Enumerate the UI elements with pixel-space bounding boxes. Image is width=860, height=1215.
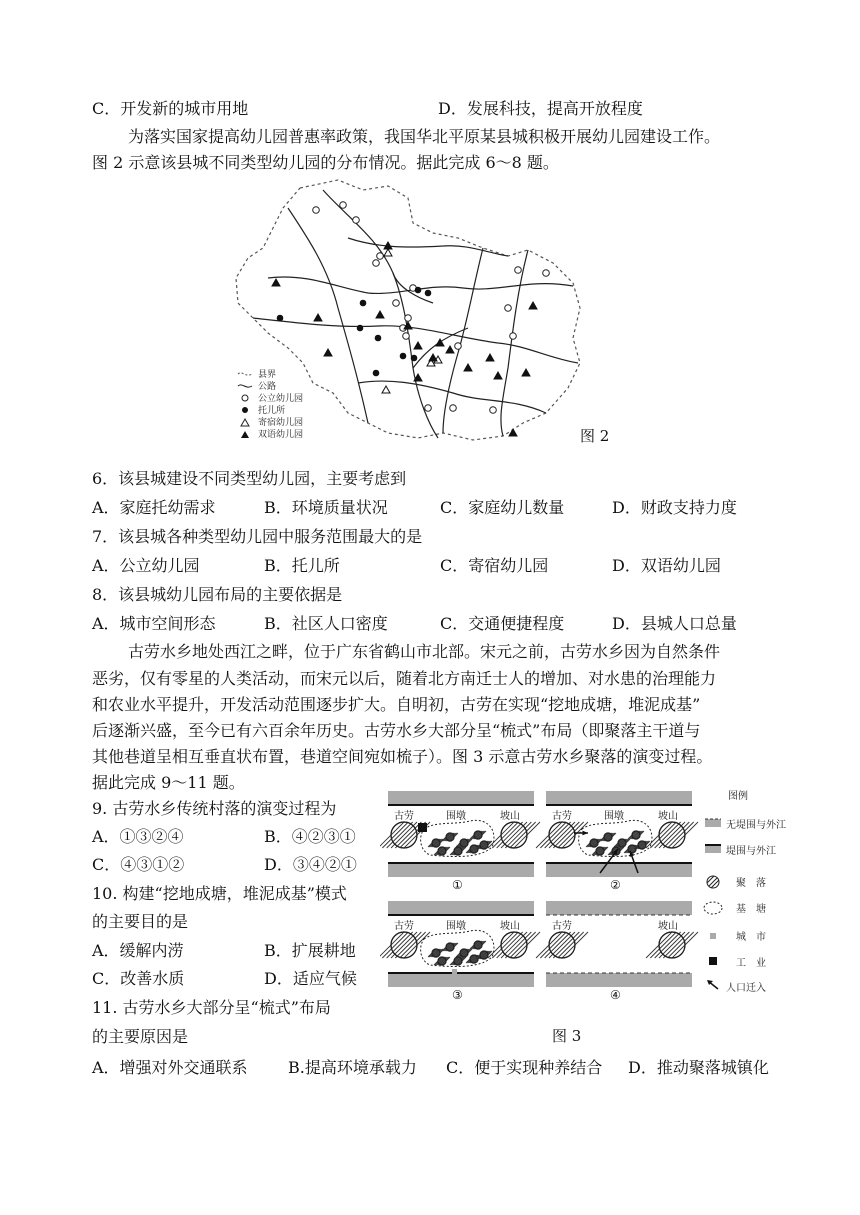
settlement-gulao xyxy=(536,822,588,848)
small-settlement xyxy=(476,951,492,959)
label-weiken: 围墩 xyxy=(604,811,624,822)
figure-3-panel-3 xyxy=(380,901,540,1002)
q6-option-b: B．环境质量状况 xyxy=(264,498,388,517)
small-settlement xyxy=(456,949,472,957)
public-kindergarten-marker xyxy=(373,260,380,267)
label-poshan: 坡山 xyxy=(500,811,520,822)
bilingual-kindergarten-marker xyxy=(314,314,322,321)
figure-3-legend xyxy=(704,789,786,994)
q10-option-b: B．扩展耕地 xyxy=(264,941,356,960)
label-weiken: 围墩 xyxy=(446,921,466,932)
panel-number: ② xyxy=(610,878,621,892)
public-kindergarten-marker xyxy=(543,270,550,277)
svg-text:聚 落: 聚 落 xyxy=(736,878,766,889)
option-c-prev: C．开发新的城市用地 xyxy=(92,99,249,118)
small-settlement xyxy=(450,847,466,855)
q6-stem: 6．该县城建设不同类型幼儿园，主要考虑到 xyxy=(92,469,407,488)
figure-3-caption: 图 3 xyxy=(552,1027,582,1045)
small-settlement xyxy=(456,839,472,847)
settlement-gulao xyxy=(536,932,588,958)
q8-option-c: C．交通便捷程度 xyxy=(440,614,565,633)
bilingual-kindergarten-marker xyxy=(446,346,454,353)
settlement-poshan xyxy=(646,822,698,848)
small-settlement xyxy=(470,941,486,949)
small-settlement xyxy=(634,841,650,849)
figure-3-panel-4 xyxy=(536,901,698,1002)
q7-stem: 7．该县城各种类型幼儿园中服务范围最大的是 xyxy=(92,527,423,546)
q8-stem: 8．该县城幼儿园布局的主要依据是 xyxy=(92,585,343,604)
boarding-kindergarten-marker xyxy=(382,386,390,393)
bilingual-kindergarten-marker xyxy=(486,354,494,361)
figure-3-panel-1 xyxy=(380,791,540,892)
label-poshan: 坡山 xyxy=(658,921,678,932)
label-gulao: 古劳 xyxy=(552,811,572,822)
panel-number: ③ xyxy=(452,988,463,1002)
bilingual-kindergarten-marker xyxy=(414,342,422,349)
q10-stem-line2: 的主要目的是 xyxy=(92,912,189,931)
settlement-poshan xyxy=(488,822,540,848)
small-settlement xyxy=(434,957,450,965)
kindergarten-symbols xyxy=(272,202,549,436)
svg-text:县界: 县界 xyxy=(258,370,277,380)
q7-option-c: C．寄宿幼儿园 xyxy=(440,556,549,575)
public-kindergarten-marker xyxy=(450,405,457,412)
intro2-line5: 其他巷道呈相互垂直状布置，巷道空间宛如梳子）。图 3 示意古劳水乡聚落的演变过程。 xyxy=(92,747,713,766)
nursery-marker xyxy=(425,290,432,297)
bilingual-kindergarten-marker xyxy=(529,302,537,309)
label-poshan: 坡山 xyxy=(658,811,678,822)
bilingual-kindergarten-marker xyxy=(429,354,437,361)
intro2-line2: 恶劣，仅有零星的人类活动，而宋元以后，随着北方南迁士人的增加、对水患的治理能力 xyxy=(92,669,717,688)
nursery-marker xyxy=(277,315,284,322)
small-settlement xyxy=(450,957,466,965)
intro2-line4: 后逐渐兴盛，至今已有六百余年历史。古劳水乡大部分呈“梳式”布局（即聚落主干道与 xyxy=(92,721,701,740)
small-settlement xyxy=(600,833,616,841)
panel-number: ① xyxy=(452,878,463,892)
q9-option-c: C．④③①② xyxy=(92,855,185,874)
settlement-poshan xyxy=(646,932,698,958)
intro1-line1: 为落实国家提高幼儿园普惠率政策，我国华北平原某县城积极开展幼儿园建设工作。 xyxy=(128,127,721,146)
label-gulao: 古劳 xyxy=(394,811,414,822)
q10-option-a: A．缓解内涝 xyxy=(92,941,184,960)
public-kindergarten-marker xyxy=(405,315,412,322)
small-settlement xyxy=(428,839,444,847)
q7-option-d: D．双语幼儿园 xyxy=(612,556,721,575)
svg-text:城 市: 城 市 xyxy=(736,932,766,943)
boarding-kindergarten-marker xyxy=(384,249,392,256)
bilingual-kindergarten-marker xyxy=(464,364,472,371)
small-settlement xyxy=(586,839,602,847)
intro2-line3: 和农业水平提升，开发活动范围逐步扩大。自明初，古劳在实现“挖地成塘，堆泥成基” xyxy=(92,695,701,714)
nursery-marker xyxy=(373,370,380,377)
nursery-marker xyxy=(375,335,382,342)
public-kindergarten-marker xyxy=(425,405,432,412)
q10-option-d: D．适应气候 xyxy=(264,969,357,988)
small-settlement xyxy=(592,847,608,855)
q9-option-d: D．③④②① xyxy=(264,855,357,874)
q8-option-b: B．社区人口密度 xyxy=(264,614,388,633)
q11-option-b: B.提高环境承载力 xyxy=(288,1058,417,1077)
industry-marker xyxy=(418,823,427,832)
q6-option-a: A．家庭托幼需求 xyxy=(92,498,216,517)
settlement-gulao xyxy=(380,932,430,958)
small-settlement xyxy=(428,949,444,957)
label-gulao: 古劳 xyxy=(552,921,572,932)
q11-option-a: A．增强对外交通联系 xyxy=(92,1058,248,1077)
q11-option-c: C．便于实现种养结合 xyxy=(446,1058,603,1077)
q9-option-b: B．④②③① xyxy=(264,827,356,846)
label-weiken: 围墩 xyxy=(446,811,466,822)
small-settlement xyxy=(628,831,644,839)
svg-text:公路: 公路 xyxy=(258,382,277,392)
bilingual-kindergarten-marker xyxy=(376,311,384,318)
bilingual-kindergarten-marker xyxy=(494,372,502,379)
public-kindergarten-marker xyxy=(313,207,320,214)
q7-option-b: B．托儿所 xyxy=(264,556,340,575)
q7-option-a: A．公立幼儿园 xyxy=(92,556,200,575)
bilingual-kindergarten-marker xyxy=(324,349,332,356)
svg-text:寄宿幼儿园: 寄宿幼儿园 xyxy=(258,418,304,428)
small-settlement xyxy=(442,833,458,841)
figure-3-diagram xyxy=(380,785,800,1020)
svg-text:基 塘: 基 塘 xyxy=(736,904,766,915)
small-settlement xyxy=(614,839,630,847)
svg-text:工 业: 工 业 xyxy=(736,958,766,969)
svg-text:公立幼儿园: 公立幼儿园 xyxy=(258,394,304,404)
intro1-line2: 图 2 示意该县城不同类型幼儿园的分布情况。据此完成 6～8 题。 xyxy=(92,153,559,172)
small-settlement xyxy=(470,831,486,839)
public-kindergarten-marker xyxy=(377,253,384,260)
intro2-line6: 据此完成 9～11 题。 xyxy=(92,773,245,792)
q6-option-d: D．财政支持力度 xyxy=(612,498,737,517)
figure-2-legend xyxy=(238,369,303,440)
figure-2-caption: 图 2 xyxy=(580,427,610,445)
bilingual-kindergarten-marker xyxy=(272,279,280,286)
nursery-marker xyxy=(400,353,407,360)
intro2-line1: 古劳水乡地处西江之畔，位于广东省鹤山市北部。宋元之前，古劳水乡因为自然条件 xyxy=(128,642,721,661)
settlement-poshan xyxy=(488,932,540,958)
public-kindergarten-marker xyxy=(505,305,512,312)
nursery-marker xyxy=(360,300,367,307)
q8-option-d: D．县城人口总量 xyxy=(612,614,737,633)
q10-stem-line1: 10. 构建“挖地成塘，堆泥成基”模式 xyxy=(92,884,347,903)
q9-stem: 9. 古劳水乡传统村落的演变过程为 xyxy=(92,799,337,818)
svg-text:双语幼儿园: 双语幼儿园 xyxy=(258,430,304,440)
small-settlement xyxy=(476,841,492,849)
q11-stem-line2: 的主要原因是 xyxy=(92,1027,189,1046)
city-marker xyxy=(452,969,457,974)
q10-option-c: C．改善水质 xyxy=(92,969,185,988)
public-kindergarten-marker xyxy=(455,343,462,350)
svg-text:托儿所: 托儿所 xyxy=(258,406,286,416)
option-d-prev: D．发展科技，提高开放程度 xyxy=(438,99,643,118)
public-kindergarten-marker xyxy=(353,217,360,224)
figure-3-panel-2 xyxy=(536,791,698,892)
small-settlement xyxy=(434,847,450,855)
nursery-marker xyxy=(411,355,418,362)
panel-number: ④ xyxy=(610,988,621,1002)
public-kindergarten-marker xyxy=(393,300,400,307)
svg-text:堤围与外江: 堤围与外江 xyxy=(726,846,776,857)
small-settlement xyxy=(442,943,458,951)
bilingual-kindergarten-marker xyxy=(522,369,530,376)
figure-2-map xyxy=(228,178,598,448)
public-kindergarten-marker xyxy=(403,333,410,340)
label-gulao: 古劳 xyxy=(394,921,414,932)
svg-text:人口迁入: 人口迁入 xyxy=(726,983,766,994)
public-kindergarten-marker xyxy=(340,202,347,209)
nursery-marker xyxy=(415,287,422,294)
q11-stem-line1: 11. 古劳水乡大部分呈“梳式”布局 xyxy=(92,998,331,1017)
public-kindergarten-marker xyxy=(490,407,497,414)
public-kindergarten-marker xyxy=(510,333,517,340)
q8-option-a: A．城市空间形态 xyxy=(92,614,216,633)
nursery-marker xyxy=(357,325,364,332)
public-kindergarten-marker xyxy=(515,267,522,274)
label-poshan: 坡山 xyxy=(500,921,520,932)
svg-text:无堤围与外江: 无堤围与外江 xyxy=(726,820,786,831)
svg-text:图例: 图例 xyxy=(728,791,748,802)
q11-option-d: D．推动聚落城镇化 xyxy=(628,1058,769,1077)
q9-option-a: A．①③②④ xyxy=(92,827,184,846)
q6-option-c: C．家庭幼儿数量 xyxy=(440,498,565,517)
bilingual-kindergarten-marker xyxy=(509,429,517,436)
